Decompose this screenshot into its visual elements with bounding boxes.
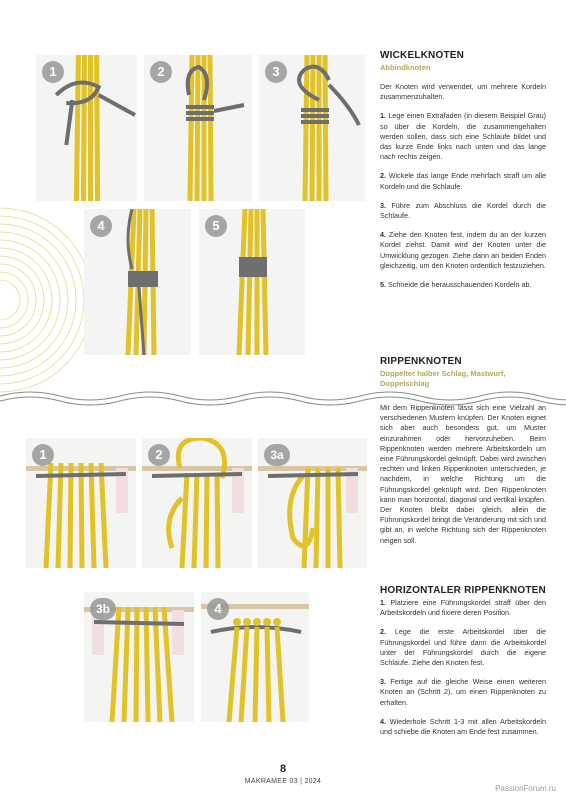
step-number-badge: 4 — [90, 215, 112, 237]
section-title: HORIZONTALER RIPPENKNOTEN — [380, 585, 546, 596]
section-title: WICKELKNOTEN — [380, 50, 465, 61]
page-number: 8 — [279, 763, 287, 775]
step-number-badge: 5 — [205, 215, 227, 237]
magazine-issue: MAKRAMEE 03 | 2024 — [244, 778, 322, 785]
section-subtitle: Doppelter halber Schlag, Mastwurf, Doppelschlag — [380, 369, 506, 388]
step-paragraph: 4. Wiederhole Schritt 1-3 mit allen Arbeitskordeln und schiebe die Knoten am Ende fest zusammen. — [380, 716, 546, 737]
step-number-badge: 3b — [90, 598, 116, 620]
step-paragraph: 4. Ziehe den Knoten fest, indem du an der kurzen Kordel ziehst. Damit wird der Knoten unter die Umwicklung gezogen. Ziehe dann an beiden Enden gleichzeitig, um den Knoten ordentlich festzuziehen. — [380, 230, 546, 270]
photo-wickelknoten-step-4 — [84, 209, 191, 355]
step-number-badge: 3 — [265, 61, 287, 83]
section-rippenknoten — [380, 356, 546, 546]
photo-wickelknoten-step-2 — [144, 55, 252, 201]
photo-rippenknoten-step-3b — [84, 592, 194, 722]
watermark: PassionForum.ru — [495, 784, 556, 793]
step-number-badge: 1 — [32, 444, 54, 466]
step-paragraph: 1. Platziere eine Führungskordel straff über den Arbeitskordeln und fixiere deren Position. — [380, 598, 547, 618]
photo-wickelknoten-step-1 — [36, 55, 137, 201]
photo-rippenknoten-step-4 — [201, 592, 309, 722]
photo-rippenknoten-step-2 — [142, 438, 252, 568]
section-body: Mit dem Rippenknoten lässt sich eine Vielzahl an verschiedenen Mustern knüpfen. Der Knoten eignet sich aber auch besonders gut, um Muster einzurahmen oder hervorzuheben. Beim Rippenknoten werden mehrere Arbeitskordeln um eine Führungskordel geknüpft. Dabei wird zwischen rechten und linken Rippenknoten unterschieden, je nachdem, in welche Richtung um die Führungskordel geknüpft wird. Den Rippenknoten kann man horizontal, diagonal und vertikal knüpfen. Der Knoten bleibt dabei gleich, allein die Führungskordel bringt die Veränderung mit sich und gibt an, in welche Richtung sich der Rippenknoten neigen soll. — [380, 403, 546, 545]
step-number-badge: 2 — [148, 444, 170, 466]
step-paragraph: 1. Lege einen Extrafaden (in diesem Beispiel Grau) so über die Kordeln, die zusammengehalten werden sollen, dass sich eine Schlaufe bildet und das kurze Ende links nach unten und das lange nach rechts zeigen. — [380, 111, 546, 162]
step-number-badge: 4 — [207, 598, 229, 620]
photo-wickelknoten-step-5 — [199, 209, 305, 355]
step-paragraph: 3. Führe zum Abschluss die Kordel durch die Schlaufe. — [380, 200, 547, 221]
section-intro: Der Knoten wird verwendet, um mehrere Kordeln zusammenzuhalten. — [380, 82, 546, 102]
photo-rippenknoten-step-1 — [26, 438, 136, 568]
step-number-badge: 2 — [150, 61, 172, 83]
section-subtitle: Abbindknoten — [380, 63, 431, 72]
section-wickelknoten — [380, 50, 546, 290]
section-title: RIPPENKNOTEN — [380, 356, 462, 367]
step-paragraph: 2. Lege die erste Arbeitskordel über die Führungskordel und führe dann die Arbeitskordel unter der Führungskordel durch die eigene Schlaufe. Ziehe den Knoten fest. — [380, 627, 546, 668]
section-horizontal — [380, 585, 546, 737]
photo-rippenknoten-step-3a — [258, 438, 367, 568]
step-paragraph: 5. Schneide die herausschauenden Kordeln ab. — [380, 280, 532, 290]
step-paragraph: 3. Fertige auf die gleiche Weise einen weiteren Knoten an (Schritt 2), um einen Rippenknoten zu erhalten. — [380, 677, 546, 707]
step-number-badge: 3a — [264, 444, 290, 466]
step-number-badge: 1 — [42, 61, 64, 83]
photo-wickelknoten-step-3 — [259, 55, 365, 201]
step-paragraph: 2. Wickele das lange Ende mehrfach straff um alle Kordeln und die Schlaufe. — [380, 171, 547, 191]
